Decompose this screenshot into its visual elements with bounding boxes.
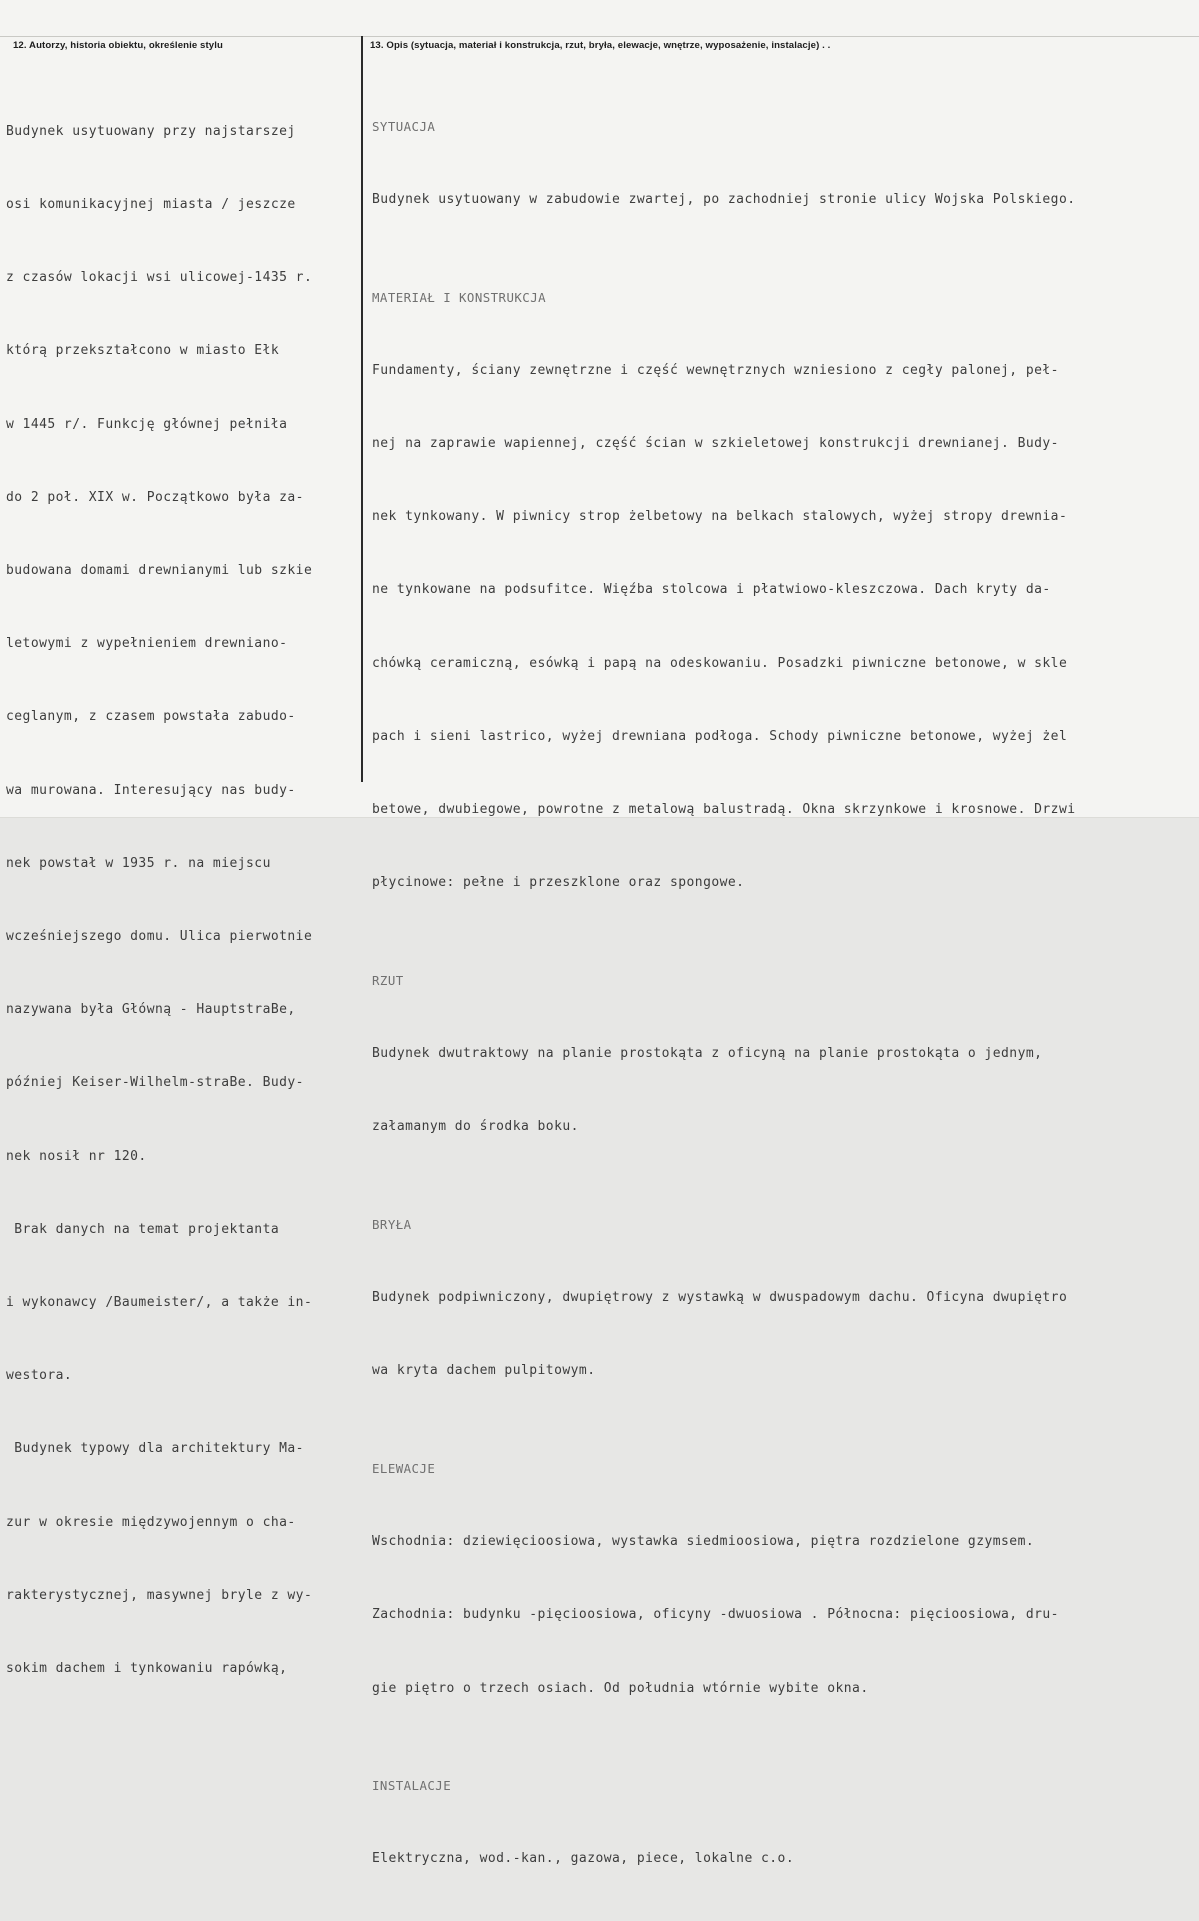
history-line: Budynek typowy dla architektury Ma- bbox=[6, 1441, 304, 1457]
history-line: ceglanym, z czasem powstała zabudo- bbox=[6, 709, 296, 725]
history-line: rakterystycznej, masywnej bryle z wy- bbox=[6, 1587, 313, 1603]
history-line: wa murowana. Interesujący nas budy- bbox=[6, 782, 296, 798]
section-title-bryla: BRYŁA bbox=[372, 1216, 412, 1232]
left-column-header: 12. Autorzy, historia obiektu, określenie stylu bbox=[13, 40, 223, 51]
history-line: osi komunikacyjnej miasta / jeszcze bbox=[6, 197, 296, 213]
description-line: ne tynkowane na podsufitce. Więźba stolcowa i płatwiowo-kleszczowa. Dach kryty da- bbox=[372, 582, 1051, 598]
history-line: wcześniejszego domu. Ulica pierwotnie bbox=[6, 929, 313, 945]
right-column-header: 13. Opis (sytuacja, materiał i konstrukcja, rzut, bryła, elewacje, wnętrze, wyposażenie, instalacje) . . bbox=[370, 40, 831, 51]
header-rule bbox=[0, 36, 1199, 37]
column-divider bbox=[361, 36, 363, 782]
history-line: nek powstał w 1935 r. na miejscu bbox=[6, 855, 271, 871]
history-line: budowana domami drewnianymi lub szkie bbox=[6, 563, 313, 579]
history-line: do 2 poł. XIX w. Początkowo była za- bbox=[6, 489, 304, 505]
description-line: Fundamenty, ściany zewnętrzne i część wewnętrznych wzniesiono z cegły palonej, peł- bbox=[372, 362, 1059, 378]
description-line: gie piętro o trzech osiach. Od południa wtórnie wybite okna. bbox=[372, 1680, 869, 1696]
history-line: i wykonawcy /Baumeister/, a także in- bbox=[6, 1295, 313, 1311]
description-line: nej na zaprawie wapiennej, część ścian w szkieletowej konstrukcji drewnianej. Budy- bbox=[372, 436, 1059, 452]
history-line: nazywana była Główną - HauptstraBe, bbox=[6, 1002, 296, 1018]
description-line: Budynek dwutraktowy na planie prostokąta z oficyną na planie prostokąta o jednym, bbox=[372, 1046, 1043, 1062]
history-line: później Keiser-Wilhelm-straBe. Budy- bbox=[6, 1075, 304, 1091]
section-title-elewacje: ELEWACJE bbox=[372, 1460, 436, 1476]
description-line: załamanym do środka boku. bbox=[372, 1119, 579, 1135]
description-line: betowe, dwubiegowe, powrotne z metalową balustradą. Okna skrzynkowe i krosnowe. Drzwi bbox=[372, 802, 1076, 818]
description-line: Zachodnia: budynku -pięcioosiowa, oficyny -dwuosiowa . Północna: pięcioosiowa, dru- bbox=[372, 1607, 1059, 1623]
description-line: Elektryczna, wod.-kan., gazowa, piece, lokalne c.o. bbox=[372, 1851, 795, 1867]
history-line: Brak danych na temat projektanta bbox=[6, 1221, 280, 1237]
description-line: Budynek podpiwniczony, dwupiętrowy z wystawką w dwuspadowym dachu. Oficyna dwupiętro bbox=[372, 1290, 1068, 1306]
section-title-sytuacja: SYTUACJA bbox=[372, 118, 436, 134]
history-line: Budynek usytuowany przy najstarszej bbox=[6, 123, 296, 139]
description-line: Budynek usytuowany w zabudowie zwartej, po zachodniej stronie ulicy Wojska Polskiego. bbox=[372, 192, 1076, 208]
description-line: płycinowe: pełne i przeszklone oraz spongowe. bbox=[372, 875, 745, 891]
history-line: letowymi z wypełnieniem drewniano- bbox=[6, 636, 288, 652]
description-text bbox=[372, 66, 1199, 1921]
section-title-instalacje: INSTALACJE bbox=[372, 1778, 452, 1794]
history-line: nek nosił nr 120. bbox=[6, 1148, 147, 1164]
history-line: którą przekształcono w miasto Ełk bbox=[6, 343, 280, 359]
history-line: w 1445 r/. Funkcję głównej pełniła bbox=[6, 416, 288, 432]
section-title-material: MATERIAŁ I KONSTRUKCJA bbox=[372, 289, 547, 305]
history-line: zur w okresie międzywojennym o cha- bbox=[6, 1514, 296, 1530]
history-line: westora. bbox=[6, 1368, 73, 1384]
history-text bbox=[6, 71, 360, 1730]
section-title-rzut: RZUT bbox=[372, 972, 404, 988]
description-line: wa kryta dachem pulpitowym. bbox=[372, 1363, 596, 1379]
history-line: z czasów lokacji wsi ulicowej-1435 r. bbox=[6, 270, 313, 286]
history-line: sokim dachem i tynkowaniu rapówką, bbox=[6, 1661, 288, 1677]
description-line: nek tynkowany. W piwnicy strop żelbetowy na belkach stalowych, wyżej stropy drewnia- bbox=[372, 509, 1068, 525]
description-line: Wschodnia: dziewięcioosiowa, wystawka siedmioosiowa, piętra rozdzielone gzymsem. bbox=[372, 1534, 1035, 1550]
description-line: pach i sieni lastrico, wyżej drewniana podłoga. Schody piwniczne betonowe, wyżej żel bbox=[372, 728, 1068, 744]
description-line: chówką ceramiczną, esówką i papą na odeskowaniu. Posadzki piwniczne betonowe, w skle bbox=[372, 655, 1068, 671]
